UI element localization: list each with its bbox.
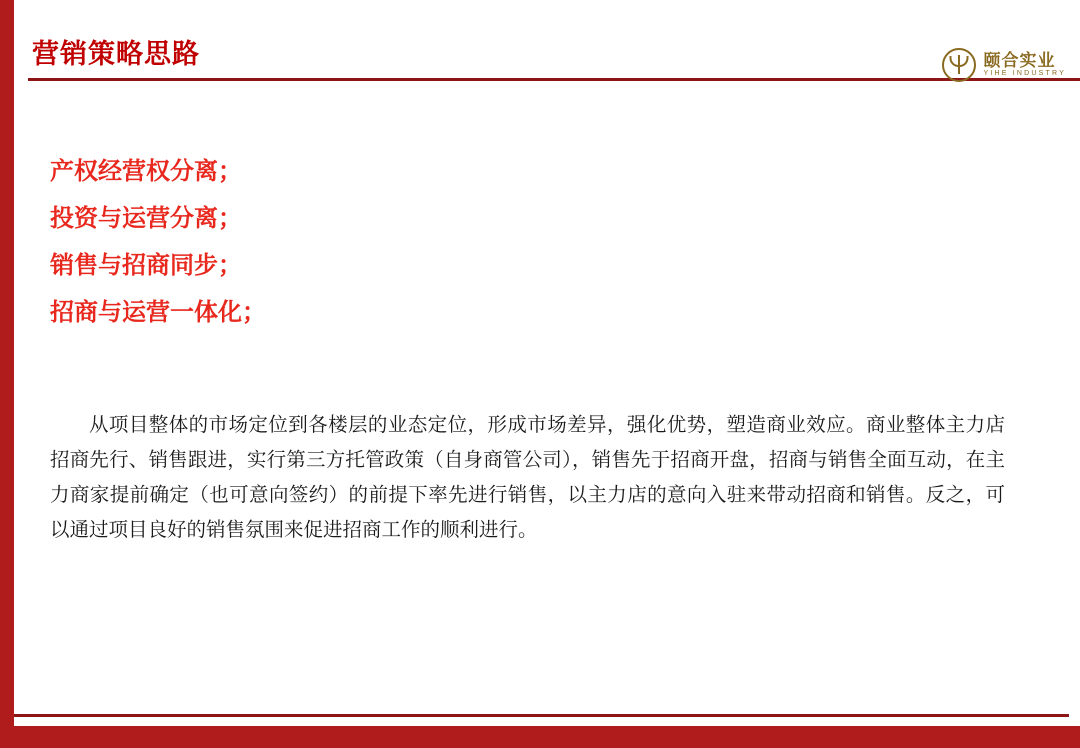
header-divider <box>28 78 1080 81</box>
body-paragraph: 从项目整体的市场定位到各楼层的业态定位，形成市场差异，强化优势，塑造商业效应。商业整体主力店招商先行、销售跟进，实行第三方托管政策（自身商管公司），销售先于招商开盘，招商与销售全面互动，在主力商家提前确定（也可意向签约）的前提下率先进行销售，以主力店的意向入驻来带动招商和销售。反之，可以通过项目良好的销售氛围来促进招商工作的顺利进行。 <box>50 414 1005 541</box>
footer-accent-band <box>0 726 1080 748</box>
company-logo <box>942 48 1066 82</box>
slide-header <box>14 0 1080 96</box>
page-title: 营销策略思路 <box>32 39 200 69</box>
key-points-list <box>50 148 650 336</box>
list-item: 招商与运营一体化； <box>50 299 266 326</box>
slide-content <box>14 96 1080 706</box>
footer-divider <box>14 714 1069 717</box>
logo-name-cn: 颐合实业 <box>983 51 1056 71</box>
yihe-emblem-icon <box>942 48 976 82</box>
logo-text <box>983 52 1066 77</box>
list-item: 销售与招商同步； <box>50 252 242 279</box>
list-item: 投资与运营分离； <box>50 205 242 232</box>
left-accent-bar <box>0 0 14 748</box>
list-item: 产权经营权分离； <box>50 158 242 185</box>
logo-name-en: YIHE INDUSTRY <box>983 70 1066 78</box>
